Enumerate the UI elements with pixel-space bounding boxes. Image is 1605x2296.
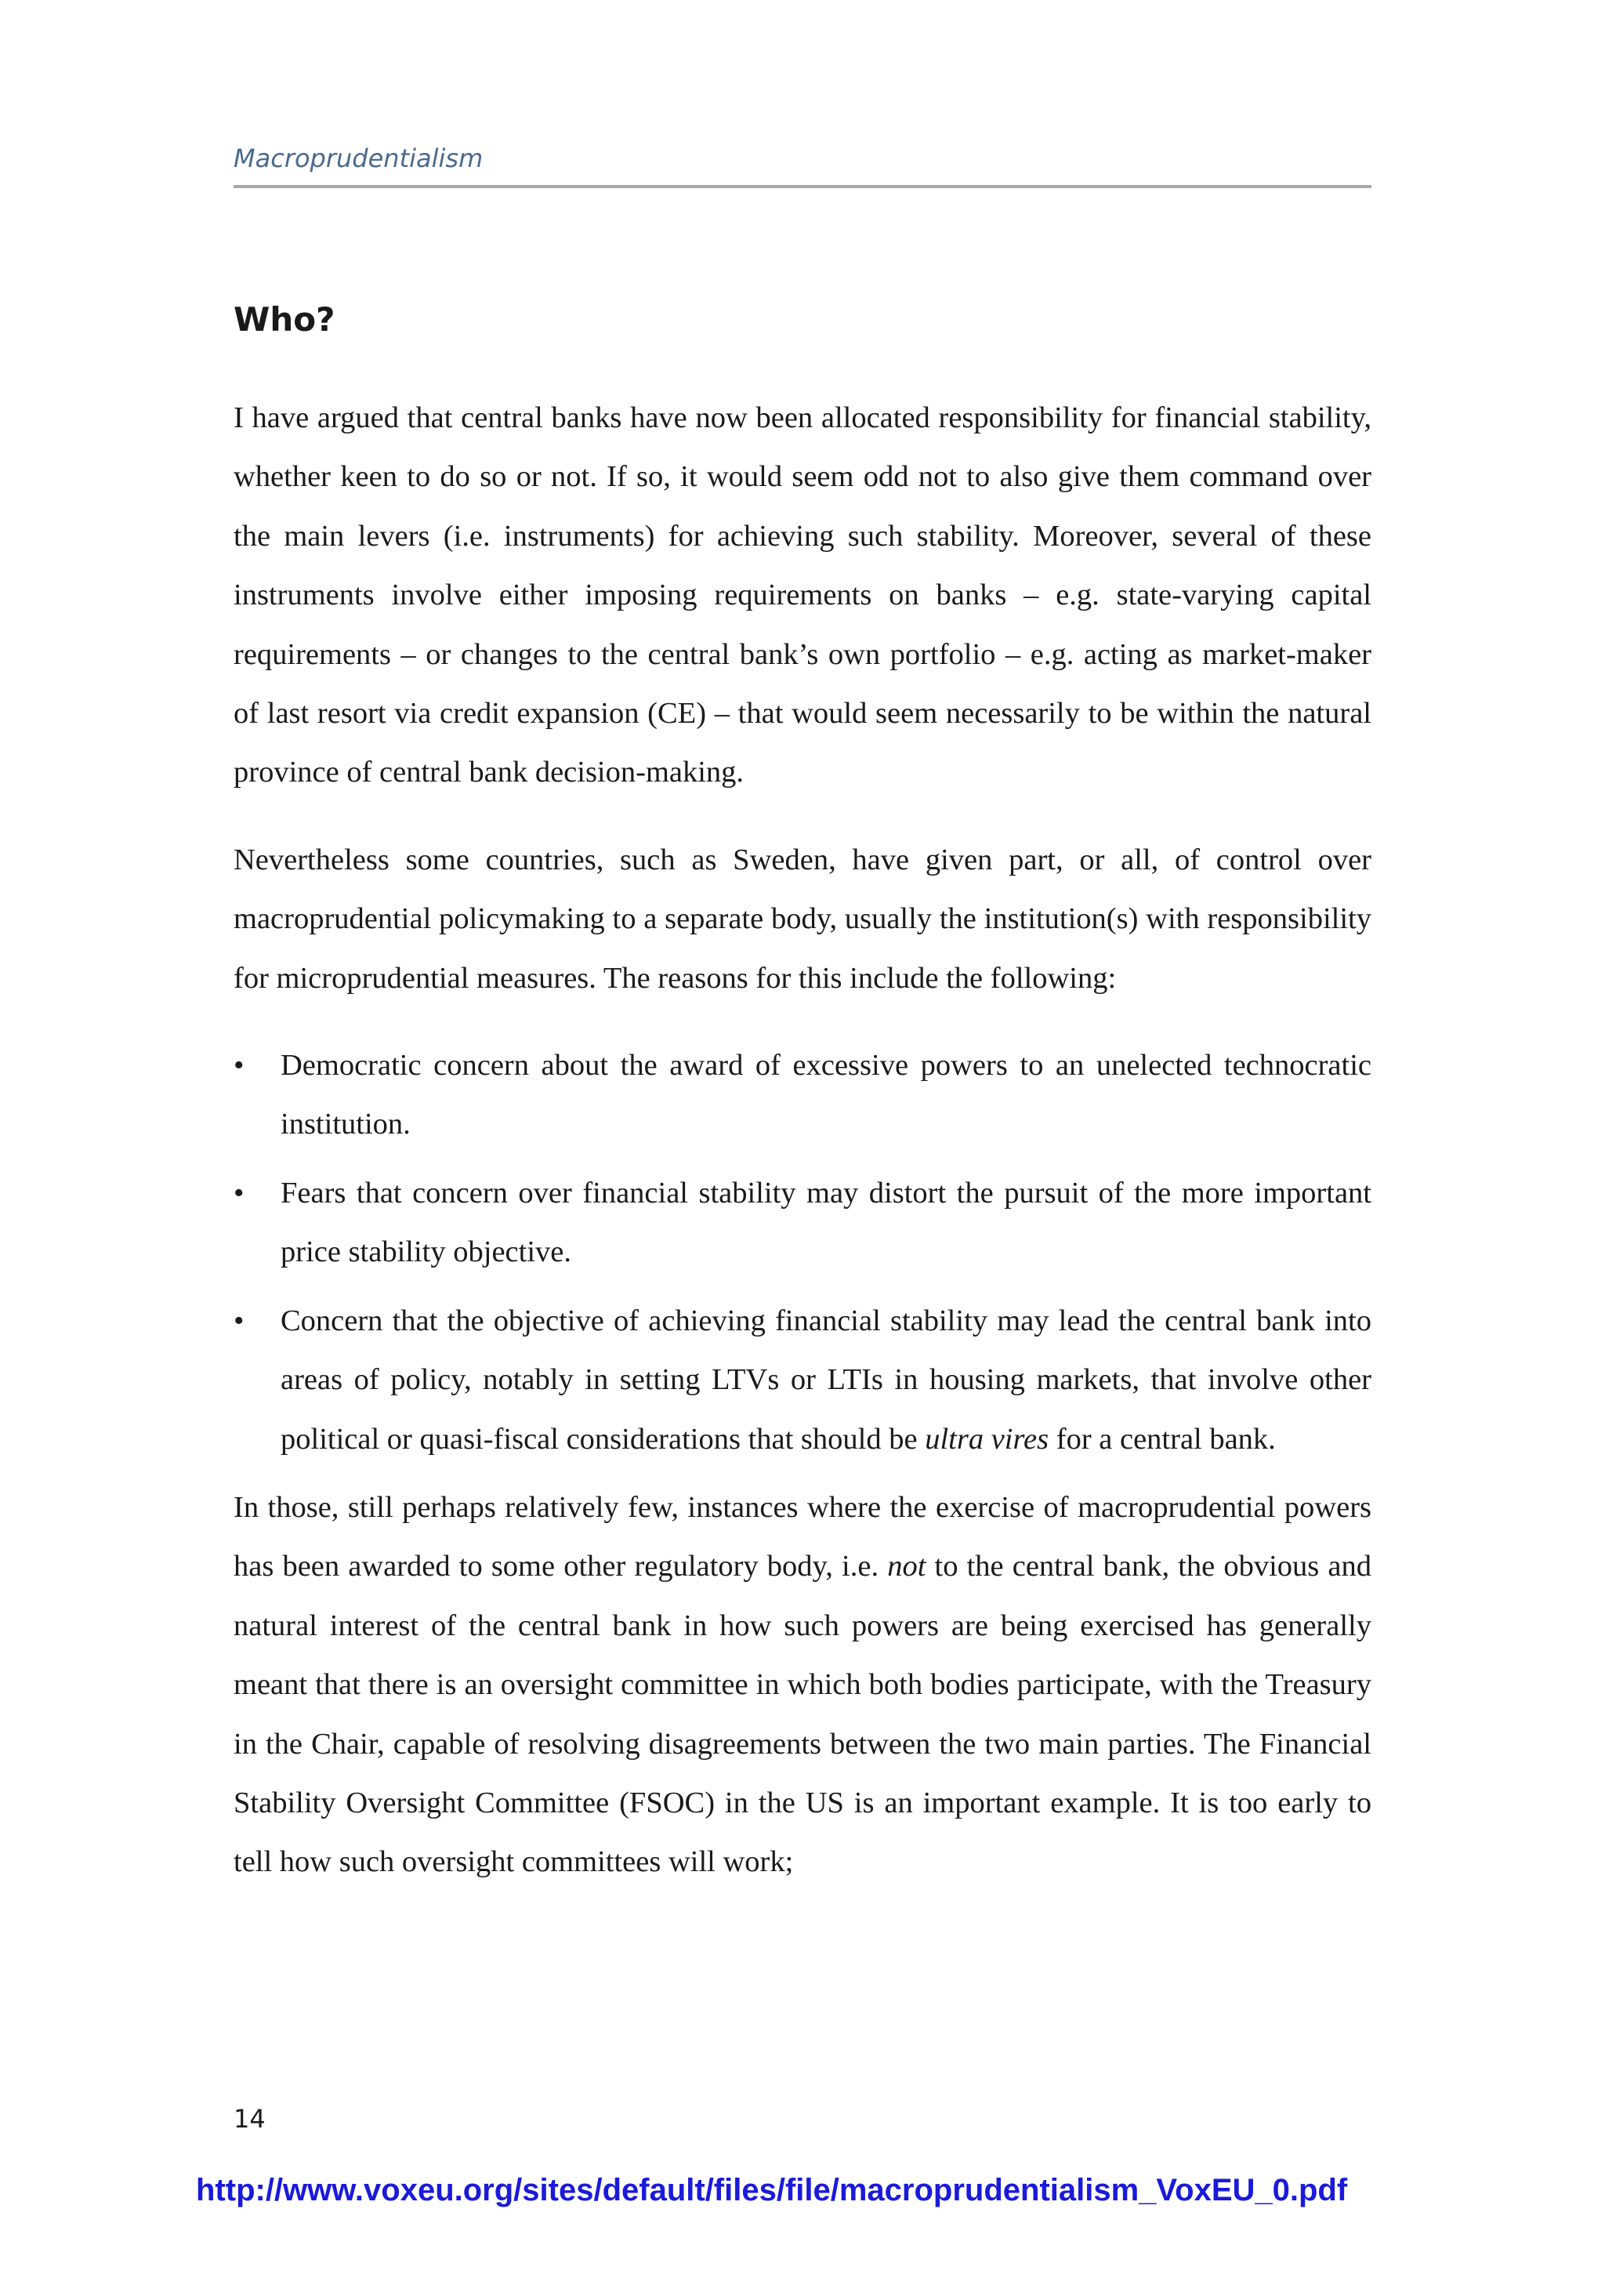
paragraph-2: Nevertheless some countries, such as Sweden, have given part, or all, of control over macroprudential policymaking to a separate body, usually the institution(s) with responsibility for microprudential measures. The reasons for this include the following: [234, 843, 1371, 995]
list-item-text [281, 1304, 1371, 1456]
list-item [234, 1164, 1371, 1282]
bullet-icon: • [234, 1049, 245, 1083]
paragraph-3 [234, 1478, 1371, 1892]
list-item-text: Democratic concern about the award of excessive powers to an unelected technocratic institution. [281, 1049, 1371, 1141]
header-title: Macroprudentialism [234, 143, 484, 173]
list-item-text: Fears that concern over financial stability may distort the pursuit of the more important price stability objective. [281, 1176, 1371, 1269]
list-item [234, 1036, 1371, 1155]
paragraph-3-after: to the central bank, the obvious and natural interest of the central bank in how such powers are being exercised has generally meant that there is an oversight committee in which both bodies participate, with the Treasury in the Chair, capable of resolving disagreements between the two main parties. The Financial Stability Oversight Committee (FSOC) in the US is an important example. It is too early to tell how such oversight committees will work; [234, 1550, 1371, 1879]
paragraph-3-before: In those, still perhaps relatively few, instances where the exercise of macroprudential powers has been awarded to some other regulatory body, i.e. [234, 1490, 1371, 1583]
list-item-text-before: Concern that the objective of achieving financial stability may lead the central bank into areas of policy, notably in setting LTVs or LTIs in housing markets, that involve other political or quasi-fiscal considerations that should be [281, 1304, 1371, 1456]
page-number: 14 [234, 2104, 266, 2134]
emphasis-not: not [887, 1550, 926, 1583]
list-item [234, 1292, 1371, 1469]
bullet-icon: • [234, 1304, 245, 1337]
source-url-link[interactable]: http://www.voxeu.org/sites/default/files/file/macroprudentialism_VoxEU_0.pdf [196, 2173, 1348, 2207]
paragraph-1: I have argued that central banks have now been allocated responsibility for financial stability, whether keen to do so or not. If so, it would seem odd not to also give them command over the main levers (i.e. instruments) for achieving such stability. Moreover, several of these instruments involve either imposing requirements on banks – e.g. state-varying capital requirements – or changes to the central bank’s own portfolio – e.g. acting as market-maker of last resort via credit expansion (CE) – that would seem necessarily to be within the natural province of central bank decision-making. [234, 401, 1371, 789]
bullet-icon: • [234, 1176, 245, 1210]
running-header [234, 143, 1371, 188]
header-divider [234, 185, 1371, 188]
list-item-text-after: for a central bank. [1049, 1422, 1276, 1456]
emphasis-ultra-vires: ultra vires [925, 1422, 1049, 1456]
reasons-list [234, 1036, 1371, 1469]
body-text [234, 389, 1371, 1892]
section-heading: Who? [234, 300, 335, 339]
